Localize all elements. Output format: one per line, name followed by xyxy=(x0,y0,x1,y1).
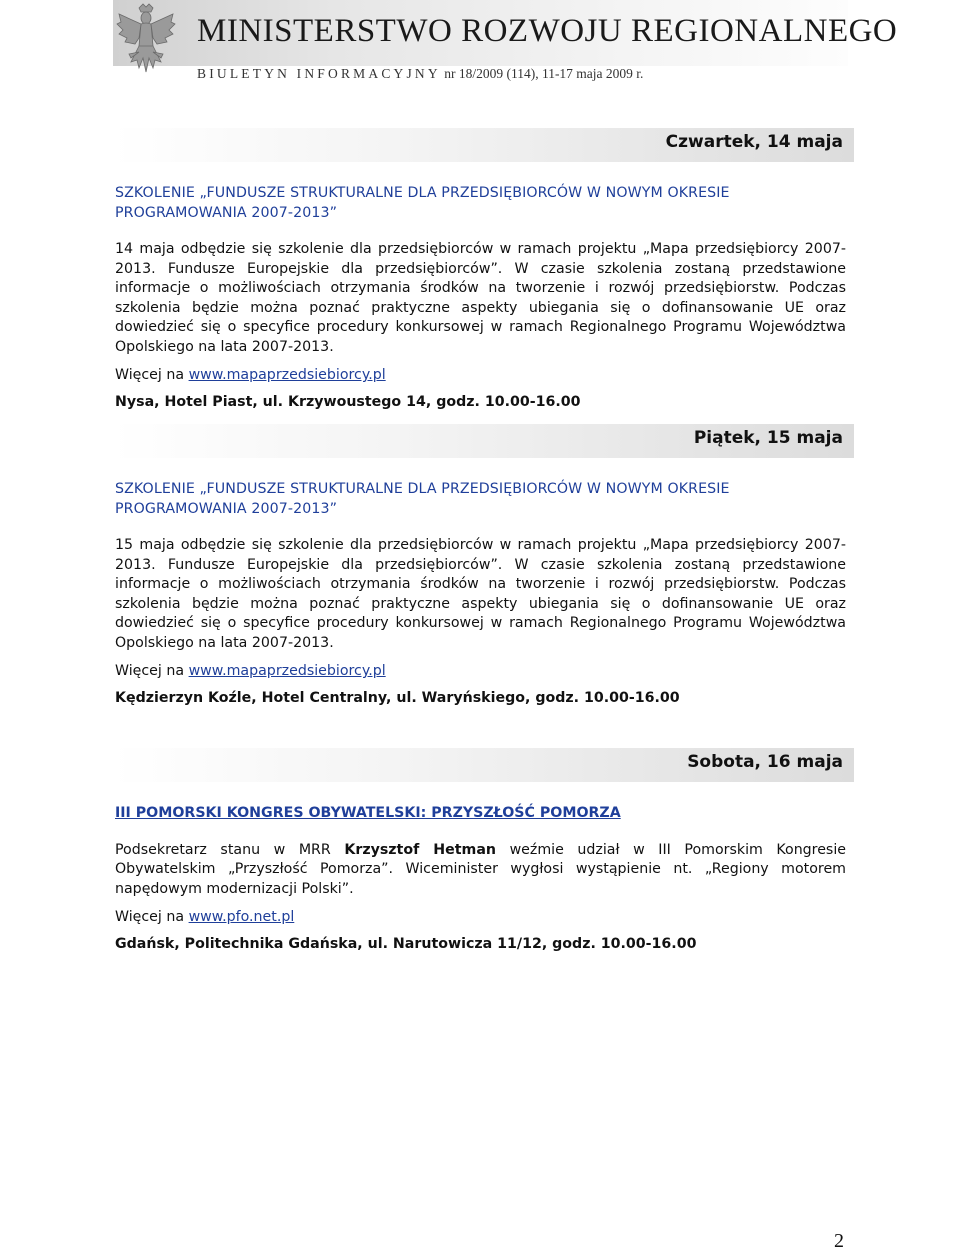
more-info-line xyxy=(115,908,846,928)
description-text: Podsekretarz stanu w MRR xyxy=(115,841,345,858)
event-section xyxy=(115,804,846,954)
day-header-bar xyxy=(113,128,854,162)
document-header xyxy=(113,0,898,82)
event-link[interactable]: www.mapaprzedsiebiorcy.pl xyxy=(188,663,386,679)
more-info-label: Więcej na xyxy=(115,367,185,383)
event-section xyxy=(115,184,846,412)
event-section xyxy=(115,480,846,708)
event-heading: SZKOLENIE „FUNDUSZE STRUKTURALNE DLA PRZEDSIĘBIORCÓW W NOWYM OKRESIE PROGRAMOWANIA 2007-2013” xyxy=(115,185,730,221)
eagle-emblem-icon xyxy=(115,2,177,76)
ministry-name: MINISTERSTWO ROZWOJU REGIONALNEGO xyxy=(197,13,898,49)
person-name: Krzysztof Hetman xyxy=(344,841,496,858)
day-title: Czwartek, 14 maja xyxy=(665,132,843,152)
event-description xyxy=(115,841,846,900)
page-number: 2 xyxy=(834,1230,844,1252)
day-header-bar xyxy=(113,424,854,458)
more-info-label: Więcej na xyxy=(115,909,185,925)
more-info-line xyxy=(115,366,846,386)
event-link[interactable]: www.pfo.net.pl xyxy=(188,909,295,925)
event-heading: III POMORSKI KONGRES OBYWATELSKI: PRZYSZŁOŚĆ POMORZA xyxy=(115,805,621,821)
more-info-label: Więcej na xyxy=(115,663,185,679)
event-location: Nysa, Hotel Piast, ul. Krzywoustego 14, godz. 10.00-16.00 xyxy=(115,393,581,410)
bulletin-issue: nr 18/2009 (114), 11-17 maja 2009 r. xyxy=(444,66,644,81)
description-text: weźmie udział w III Pomorskim Kongresie Obywatelskim „Przyszłość Pomorza”. Wiceminister wygłosi wystąpienie nt. „Regiony motorem napędowym modernizacji Polski”. xyxy=(115,841,846,897)
bulletin-line xyxy=(197,66,643,82)
event-description: 15 maja odbędzie się szkolenie dla przedsiębiorców w ramach projektu „Mapa przedsiębiorcy 2007-2013. Fundusze Europejskie dla przedsiębiorców”. W czasie szkolenia zostaną przedstawione informacje o możliwościach otrzymania środków na tworzenie i rozwój przedsiębiorstw. Podczas szkolenia będzie można poznać praktyczne aspekty ubiegania się o dofinansowanie UE oraz dowiedzieć się o specyfice procedury konkursowej w ramach Regionalnego Programu Województwa Opolskiego na lata 2007-2013. xyxy=(115,537,846,651)
day-header-bar xyxy=(113,748,854,782)
event-heading: SZKOLENIE „FUNDUSZE STRUKTURALNE DLA PRZEDSIĘBIORCÓW W NOWYM OKRESIE PROGRAMOWANIA 2007-2013” xyxy=(115,481,730,517)
event-link[interactable]: www.mapaprzedsiebiorcy.pl xyxy=(188,367,386,383)
bulletin-title: BIULETYN INFORMACYJNY xyxy=(197,66,441,81)
day-title: Sobota, 16 maja xyxy=(687,752,843,772)
event-location: Gdańsk, Politechnika Gdańska, ul. Narutowicza 11/12, godz. 10.00-16.00 xyxy=(115,935,697,952)
event-location: Kędzierzyn Koźle, Hotel Centralny, ul. Waryńskiego, godz. 10.00-16.00 xyxy=(115,689,680,706)
more-info-line xyxy=(115,662,846,682)
day-title: Piątek, 15 maja xyxy=(693,428,843,448)
event-description: 14 maja odbędzie się szkolenie dla przedsiębiorców w ramach projektu „Mapa przedsiębiorcy 2007-2013. Fundusze Europejskie dla przedsiębiorców”. W czasie szkolenia zostaną przedstawione informacje o możliwościach otrzymania środków na tworzenie i rozwój przedsiębiorstw. Podczas szkolenia będzie można poznać praktyczne aspekty ubiegania się o dofinansowanie UE oraz dowiedzieć się o specyfice procedury konkursowej w ramach Regionalnego Programu Województwa Opolskiego na lata 2007-2013. xyxy=(115,241,846,355)
